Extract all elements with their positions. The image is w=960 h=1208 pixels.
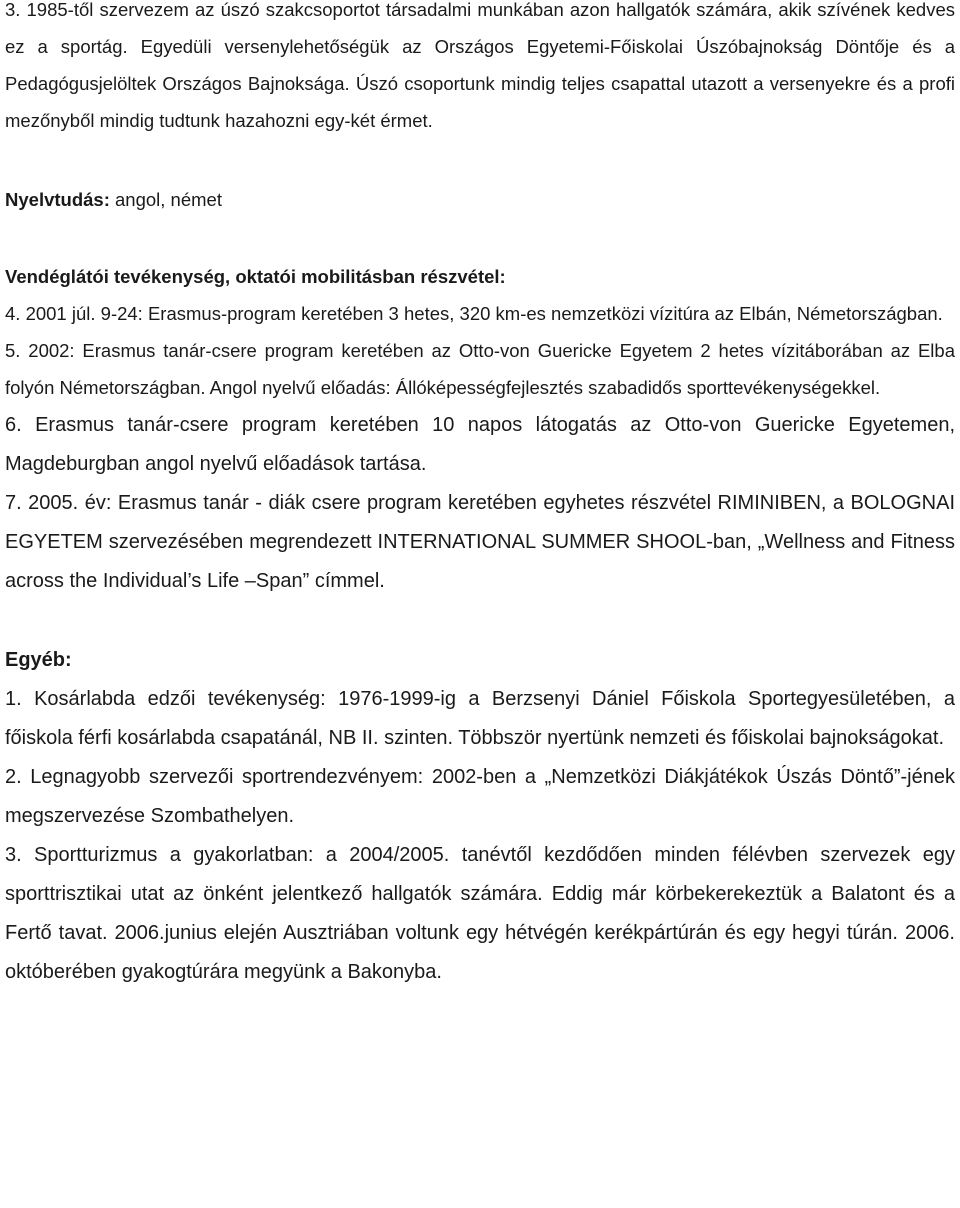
other-heading: Egyéb: — [5, 649, 72, 671]
mobility-item-5: 5. 2002: Erasmus tanár-csere program keretében az Otto-von Guericke Egyetem 2 hetes vízitáborában az Elba folyón Németországban. Angol nyelvű előadás: Állóképességfejlesztés szabadidős sporttevékenységekkel. — [5, 340, 955, 398]
document-page — [5, 0, 955, 992]
languages-line — [5, 181, 955, 218]
mobility-item-4: 4. 2001 júl. 9-24: Erasmus-program keretében 3 hetes, 320 km-es nemzetközi vízitúra az Elbán, Németországban. — [5, 303, 943, 324]
other-item-2: 2. Legnagyobb szervezői sportrendezvényem: 2002-ben a „Nemzetközi Diákjátékok Úszás Döntő”-jének megszervezése Szombathelyen. — [5, 766, 955, 827]
mobility-item-7 — [5, 484, 955, 601]
mobility-item-6: 6. Erasmus tanár-csere program keretében 10 napos látogatás az Otto-von Guericke Egyetemen, Magdeburgban angol nyelvű előadások tartása. — [5, 414, 955, 475]
mobility-heading: Vendéglátói tevékenység, oktatói mobilitásban részvétel: — [5, 266, 506, 287]
mobility-item-7-number: 7. — [5, 492, 22, 514]
other-item-3: 3. Sportturizmus a gyakorlatban: a 2004/2005. tanévtől kezdődően minden félévben szervezek egy sporttrisztikai utat az önként jelentkező hallgatók számára. Eddig már körbekerekeztük a Balatont és a Fertő tavat. 2006.junius elején Ausztriában voltunk egy hétvégén kerékpártúrán és egy hegyi túrán. 2006. októberében gyakogtúrára megyünk a Bakonyba. — [5, 844, 955, 983]
other-item-1: 1. Kosárlabda edzői tevékenység: 1976-1999-ig a Berzsenyi Dániel Főiskola Sportegyesületében, a főiskola férfi kosárlabda csapatánál, NB II. szinten. Többször nyertünk nemzeti és főiskolai bajnokságokat. — [5, 688, 955, 749]
languages-value: angol, német — [109, 189, 222, 210]
languages-label: Nyelvtudás: — [5, 189, 110, 210]
paragraph-item-3: 3. 1985-től szervezem az úszó szakcsoportot társadalmi munkában azon hallgatók számára, akik szívének kedves ez a sportág. Egyedüli versenylehetőségük az Országos Egyetemi-Főiskolai Úszóbajnokság Döntője és a Pedagógusjelöltek Országos Bajnoksága. Úszó csoportunk mindig teljes csapattal utazott a versenyekre és a profi mezőnyből mindig tudtunk hazahozni egy-két érmet. — [5, 0, 955, 131]
mobility-item-7-text: 2005. év: Erasmus tanár - diák csere program keretében egyhetes részvétel RIMINIBEN, a BOLOGNAI EGYETEM szervezésében megrendezett INTERNATIONAL SUMMER SHOOL-ban, „Wellness and Fitness across the Individual’s Life –Span” címmel. — [5, 492, 955, 592]
